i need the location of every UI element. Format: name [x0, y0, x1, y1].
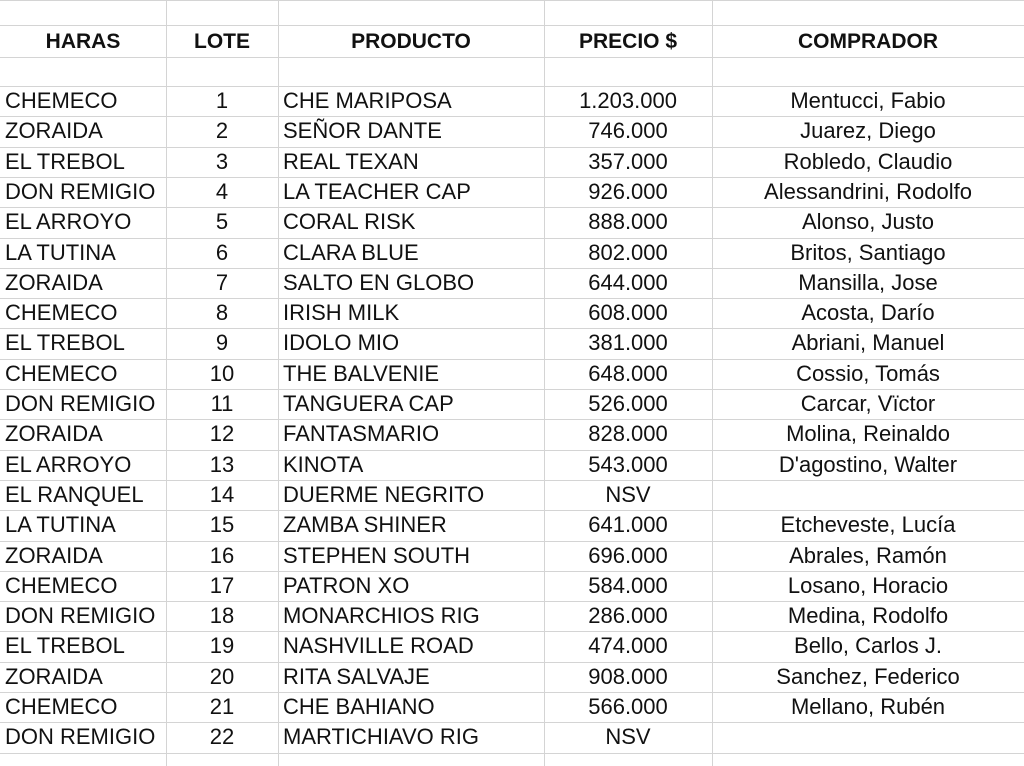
cell-haras[interactable]: DON REMIGIO — [5, 179, 156, 204]
cell-precio[interactable]: NSV — [605, 724, 651, 749]
cell-comprador[interactable]: Juarez, Diego — [800, 118, 936, 143]
cell-haras[interactable]: EL TREBOL — [5, 633, 125, 658]
cell-lote[interactable]: 4 — [215, 179, 229, 204]
cell-precio[interactable]: 566.000 — [588, 694, 668, 719]
cell-haras[interactable]: ZORAIDA — [5, 543, 103, 568]
cell-producto[interactable]: TANGUERA CAP — [283, 391, 454, 416]
row-divider — [0, 25, 1024, 26]
cell-precio[interactable]: 357.000 — [588, 149, 668, 174]
cell-precio[interactable]: 526.000 — [588, 391, 668, 416]
cell-haras[interactable]: EL TREBOL — [5, 330, 125, 355]
cell-comprador[interactable]: Carcar, Vïctor — [800, 391, 936, 416]
cell-precio[interactable]: 1.203.000 — [579, 88, 677, 113]
cell-haras[interactable]: CHEMECO — [5, 694, 118, 719]
cell-comprador[interactable]: Mentucci, Fabio — [790, 88, 946, 113]
cell-comprador[interactable]: Abriani, Manuel — [791, 330, 945, 355]
cell-lote[interactable]: 19 — [209, 633, 235, 658]
cell-precio[interactable]: 381.000 — [588, 330, 668, 355]
cell-lote[interactable]: 14 — [209, 482, 235, 507]
cell-lote[interactable]: 5 — [215, 209, 229, 234]
cell-haras[interactable]: CHEMECO — [5, 300, 118, 325]
cell-precio[interactable]: 888.000 — [588, 209, 668, 234]
cell-lote[interactable]: 17 — [209, 573, 235, 598]
cell-lote[interactable]: 18 — [209, 603, 235, 628]
cell-comprador[interactable]: Britos, Santiago — [790, 240, 946, 265]
cell-producto[interactable]: MONARCHIOS RIG — [283, 603, 480, 628]
cell-comprador[interactable]: Mansilla, Jose — [798, 270, 938, 295]
cell-producto[interactable]: CORAL RISK — [283, 209, 416, 234]
cell-precio[interactable]: 286.000 — [588, 603, 668, 628]
cell-comprador[interactable]: Cossio, Tomás — [796, 361, 940, 386]
cell-comprador[interactable]: Medina, Rodolfo — [787, 603, 949, 628]
cell-comprador[interactable]: Alonso, Justo — [801, 209, 935, 234]
cell-lote[interactable]: 22 — [209, 724, 235, 749]
cell-comprador[interactable]: Losano, Horacio — [787, 573, 949, 598]
cell-producto[interactable]: LA TEACHER CAP — [283, 179, 471, 204]
cell-producto[interactable]: REAL TEXAN — [283, 149, 419, 174]
cell-precio[interactable]: 746.000 — [588, 118, 668, 143]
cell-lote[interactable]: 9 — [215, 330, 229, 355]
cell-haras[interactable]: CHEMECO — [5, 573, 118, 598]
cell-haras[interactable]: ZORAIDA — [5, 118, 103, 143]
cell-precio[interactable]: 696.000 — [588, 543, 668, 568]
cell-lote[interactable]: 10 — [209, 361, 235, 386]
cell-producto[interactable]: RITA SALVAJE — [283, 664, 430, 689]
row-divider — [0, 0, 1024, 1]
cell-producto[interactable]: PATRON XO — [283, 573, 410, 598]
cell-comprador[interactable]: Acosta, Darío — [801, 300, 935, 325]
cell-haras[interactable]: DON REMIGIO — [5, 724, 156, 749]
cell-producto[interactable]: THE BALVENIE — [283, 361, 440, 386]
cell-lote[interactable]: 3 — [215, 149, 229, 174]
row-divider — [0, 57, 1024, 58]
cell-haras[interactable]: EL RANQUEL — [5, 482, 144, 507]
cell-haras[interactable]: EL ARROYO — [5, 209, 132, 234]
cell-comprador[interactable]: Abrales, Ramón — [789, 543, 947, 568]
cell-producto[interactable]: CLARA BLUE — [283, 240, 419, 265]
cell-lote[interactable]: 16 — [209, 543, 235, 568]
cell-lote[interactable]: 1 — [215, 88, 229, 113]
cell-lote[interactable]: 11 — [210, 391, 234, 416]
cell-lote[interactable]: 12 — [209, 421, 235, 446]
cell-precio[interactable]: 926.000 — [588, 179, 668, 204]
cell-producto[interactable]: CHE MARIPOSA — [283, 88, 452, 113]
cell-precio[interactable]: 644.000 — [588, 270, 668, 295]
cell-haras[interactable]: EL ARROYO — [5, 452, 132, 477]
cell-producto[interactable]: IDOLO MIO — [283, 330, 400, 355]
cell-haras[interactable]: ZORAIDA — [5, 664, 103, 689]
cell-haras[interactable]: EL TREBOL — [5, 149, 125, 174]
row-divider — [0, 753, 1024, 754]
cell-comprador[interactable]: Etcheveste, Lucía — [780, 512, 956, 537]
cell-comprador[interactable]: Mellano, Rubén — [790, 694, 946, 719]
cell-precio[interactable]: 474.000 — [588, 633, 668, 658]
cell-precio[interactable]: 641.000 — [588, 512, 668, 537]
header-comprador[interactable]: COMPRADOR — [798, 30, 938, 53]
cell-haras[interactable]: ZORAIDA — [5, 421, 103, 446]
cell-haras[interactable]: LA TUTINA — [5, 240, 116, 265]
cell-haras[interactable]: DON REMIGIO — [5, 391, 156, 416]
header-producto[interactable]: PRODUCTO — [351, 30, 471, 53]
cell-comprador[interactable]: Alessandrini, Rodolfo — [764, 179, 972, 204]
cell-comprador[interactable]: Robledo, Claudio — [783, 149, 953, 174]
cell-precio[interactable]: 584.000 — [588, 573, 668, 598]
cell-producto[interactable]: MARTICHIAVO RIG — [283, 724, 479, 749]
header-lote[interactable]: LOTE — [194, 30, 250, 53]
cell-lote[interactable]: 21 — [209, 694, 235, 719]
cell-comprador[interactable] — [712, 722, 1024, 752]
cell-producto[interactable]: IRISH MILK — [283, 300, 400, 325]
cell-comprador[interactable] — [712, 480, 1024, 510]
cell-producto[interactable]: KINOTA — [283, 452, 364, 477]
cell-lote[interactable]: 6 — [215, 240, 229, 265]
cell-precio[interactable]: 802.000 — [588, 240, 668, 265]
cell-producto[interactable]: FANTASMARIO — [283, 421, 440, 446]
cell-precio[interactable]: 608.000 — [588, 300, 668, 325]
cell-lote[interactable]: 8 — [215, 300, 229, 325]
cell-producto[interactable]: CHE BAHIANO — [283, 694, 435, 719]
cell-lote[interactable]: 2 — [215, 118, 229, 143]
cell-comprador[interactable]: Bello, Carlos J. — [794, 633, 942, 658]
cell-lote[interactable]: 7 — [215, 270, 229, 295]
cell-precio[interactable]: 908.000 — [588, 664, 668, 689]
header-haras[interactable]: HARAS — [45, 30, 121, 53]
cell-precio[interactable]: 828.000 — [588, 421, 668, 446]
cell-haras[interactable]: DON REMIGIO — [5, 603, 156, 628]
cell-producto[interactable]: NASHVILLE ROAD — [283, 633, 474, 658]
cell-haras[interactable]: ZORAIDA — [5, 270, 103, 295]
cell-lote[interactable]: 15 — [209, 512, 235, 537]
cell-haras[interactable]: LA TUTINA — [5, 512, 116, 537]
cell-precio[interactable]: 648.000 — [588, 361, 668, 386]
cell-lote[interactable]: 20 — [209, 664, 235, 689]
cell-comprador[interactable]: Sanchez, Federico — [776, 664, 960, 689]
header-precio[interactable]: PRECIO $ — [578, 30, 678, 53]
cell-producto[interactable]: DUERME NEGRITO — [283, 482, 485, 507]
cell-producto[interactable]: SEÑOR DANTE — [283, 118, 442, 143]
cell-comprador[interactable]: D'agostino, Walter — [778, 452, 958, 477]
cell-producto[interactable]: SALTO EN GLOBO — [283, 270, 475, 295]
cell-producto[interactable]: ZAMBA SHINER — [283, 512, 447, 537]
cell-precio[interactable]: NSV — [605, 482, 651, 507]
cell-comprador[interactable]: Molina, Reinaldo — [786, 421, 950, 446]
cell-precio[interactable]: 543.000 — [588, 452, 668, 477]
cell-lote[interactable]: 13 — [209, 452, 235, 477]
cell-haras[interactable]: CHEMECO — [5, 88, 118, 113]
cell-haras[interactable]: CHEMECO — [5, 361, 118, 386]
cell-producto[interactable]: STEPHEN SOUTH — [283, 543, 471, 568]
